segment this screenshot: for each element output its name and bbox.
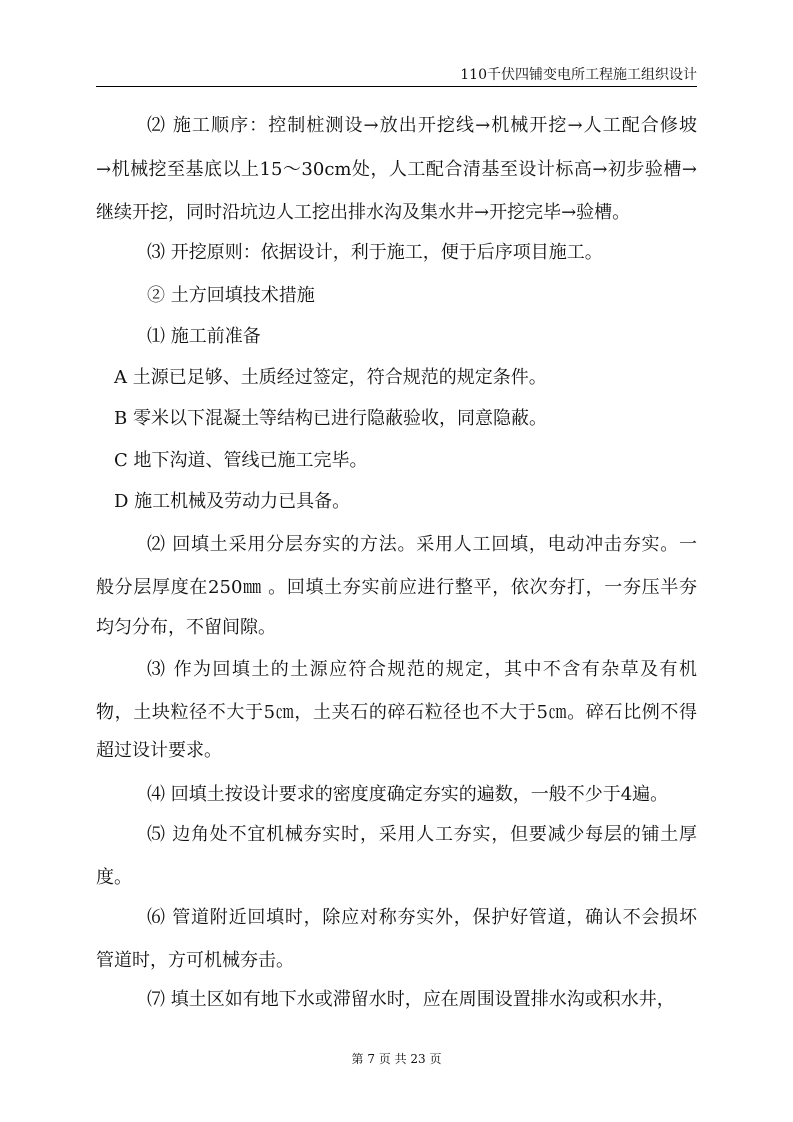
paragraph-line: 继续开挖，同时沿坑边人工挖出排水沟及集水井→开挖完毕→验槽。 xyxy=(96,202,631,223)
paragraph-line: 物，土块粒径不大于5㎝，土夹石的碎石粒径也不大于5㎝。碎石比例不得 xyxy=(96,702,697,723)
paragraph-line: ⑹ 管道附近回填时，除应对称夯实外，保护好管道，确认不会损坏 xyxy=(147,907,697,928)
page-number: 第 7 页 共 23 页 xyxy=(351,1052,442,1066)
running-header: 110千伏四铺变电所工程施工组织设计 xyxy=(460,67,697,83)
header-rule xyxy=(96,86,697,87)
paragraph-line: 管道时，方可机械夯击。 xyxy=(96,950,294,971)
paragraph-line: 般分层厚度在250㎜ 。回填土夯实前应进行整平，依次夯打，一夯压半夯 xyxy=(96,577,697,598)
paragraph-line: 均匀分布，不留间隙。 xyxy=(96,617,276,638)
paragraph-line: →机械挖至基底以上15～30cm处，人工配合清基至设计标高→初步验槽→ xyxy=(96,159,697,180)
paragraph-line: 超过设计要求。 xyxy=(96,740,222,761)
paragraph-line: ⑶ 开挖原则：依据设计，利于施工，便于后序项目施工。 xyxy=(147,242,603,263)
list-item: D 施工机械及劳动力已具备。 xyxy=(114,491,351,512)
paragraph-line: ⑺ 填土区如有地下水或滞留水时，应在周围设置排水沟或积水井， xyxy=(147,989,675,1010)
paragraph-line: 度。 xyxy=(96,867,132,888)
paragraph-line: ⑶ 作为回填土的土源应符合规范的规定，其中不含有杂草及有机 xyxy=(147,659,697,680)
paragraph-line: ⑷ 回填土按设计要求的密度度确定夯实的遍数，一般不少于4遍。 xyxy=(147,784,669,805)
paragraph-line: ⑵ 回填土采用分层夯实的方法。采用人工回填，电动冲击夯实。一 xyxy=(147,534,697,555)
list-item: A 土源已足够、土质经过签定，符合规范的规定条件。 xyxy=(114,367,547,388)
list-item: C 地下沟道、管线已施工完毕。 xyxy=(114,450,368,471)
section-heading: ② 土方回填技术措施 xyxy=(147,285,315,306)
paragraph-line: ⑵ 施工顺序：控制桩测设→放出开挖线→机械开挖→人工配合修坡 xyxy=(147,115,697,136)
paragraph-line: ⑸ 边角处不宜机械夯实时，采用人工夯实，但要减少每层的铺土厚 xyxy=(147,824,697,845)
subsection-heading: ⑴ 施工前准备 xyxy=(147,326,261,347)
list-item: B 零米以下混凝土等结构已进行隐蔽验收，同意隐蔽。 xyxy=(114,408,547,429)
